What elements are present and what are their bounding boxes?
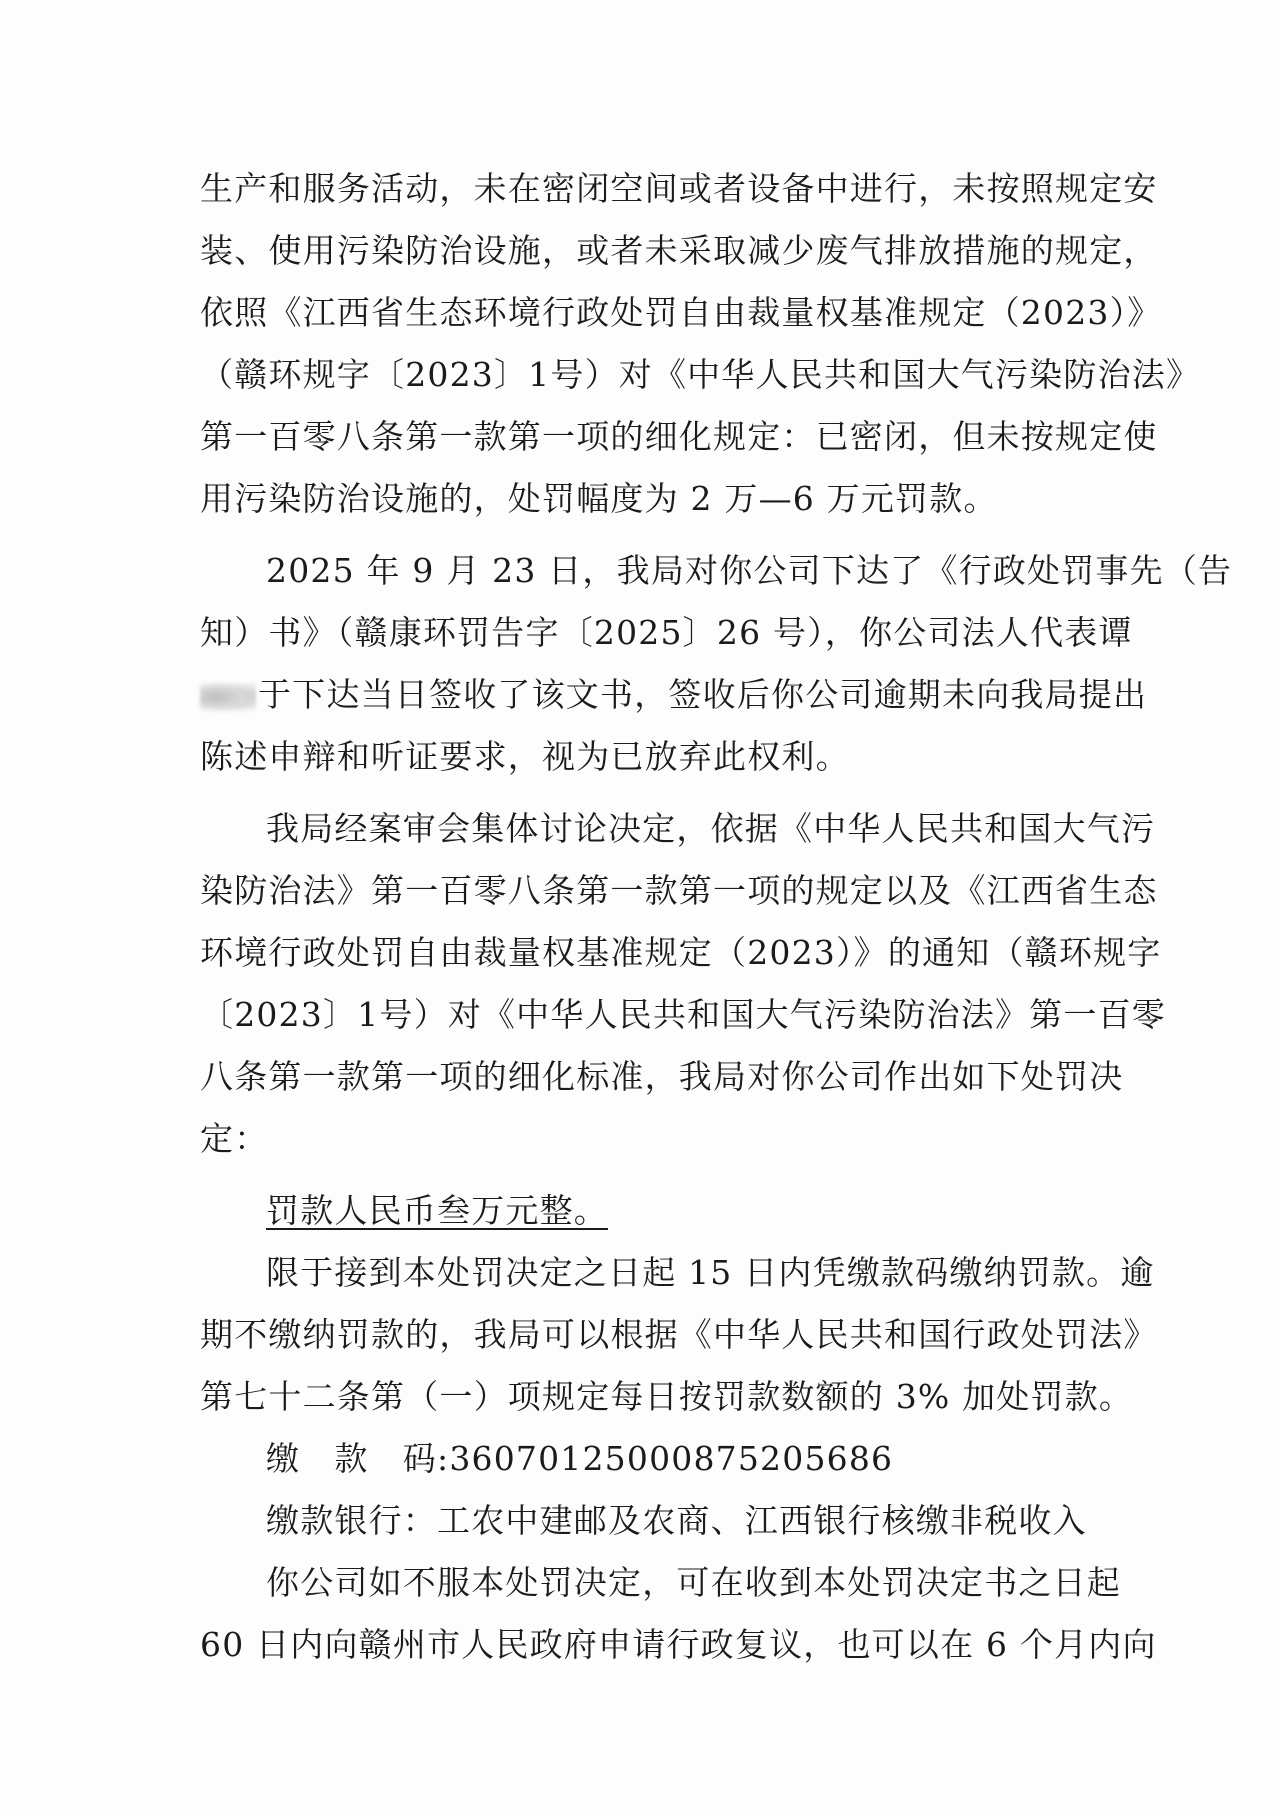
redacted-name [200,682,256,712]
text-line: 用污染防治设施的，处罚幅度为 2 万—6 万元罚款。 [200,479,998,518]
text-line: 定： [200,1119,269,1158]
text-line: 2025 年 9 月 23 日，我局对你公司下达了《行政处罚事先（告 [266,551,1233,590]
paragraph-gap [200,530,1100,540]
penalty-line [200,1180,1100,1242]
text-line: 八条第一款第一项的细化标准，我局对你公司作出如下处罚决 [200,1057,1124,1096]
text-line: 知）书》（赣康环罚告字〔2025〕26 号），你公司法人代表谭 [200,613,1133,652]
text-line: 生产和服务活动，未在密闭空间或者设备中进行，未按照规定安 [200,169,1158,208]
document-body [200,158,1233,1676]
paragraph-gap [200,788,1100,798]
text-line-with-redaction [200,664,1148,726]
text-line: 我局经案审会集体讨论决定，依据《中华人民共和国大气污 [266,809,1156,848]
text-fragment: 于下达当日签收了该文书，签收后你公司逾期未向我局提出 [258,675,1148,714]
payment-code-line: 缴 款 码:360701250008752056​86 [266,1439,894,1478]
penalty-amount: 罚款人民币叁万元整。 [266,1191,608,1230]
payment-bank-line: 缴款银行：工农中建邮及农商、江西银行核缴非税收入 [266,1501,1087,1540]
text-line: 装、使用污染防治设施，或者未采取减少废气排放措施的规定， [200,231,1158,270]
text-line: 限于接到本处罚决定之日起 15 日内凭缴款码缴纳罚款。逾 [266,1253,1155,1292]
text-line: 期不缴纳罚款的，我局可以根据《中华人民共和国行政处罚法》 [200,1315,1158,1354]
text-line: 第七十二条第（一）项规定每日按罚款数额的 3% 加处罚款。 [200,1377,1134,1416]
text-line: 你公司如不服本处罚决定，可在收到本处罚决定书之日起 [266,1563,1121,1602]
text-line: 环境行政处罚自由裁量权基准规定（2023）》的通知（赣环规字 [200,933,1162,972]
text-line: 依照《江西省生态环境行政处罚自由裁量权基准规定（2023）》 [200,293,1162,332]
text-line: 〔2023〕1号）对《中华人民共和国大气污染防治法》第一百零 [200,995,1166,1034]
paragraph-gap [200,1170,1100,1180]
text-line: 陈述申辩和听证要求，视为已放弃此权利。 [200,737,850,776]
text-line: （赣环规字〔2023〕1号）对《中华人民共和国大气污染防治法》 [200,355,1201,394]
text-line: 60 日内向赣州市人民政府申请行政复议，也可以在 6 个月内向 [200,1625,1157,1664]
text-line: 染防治法》第一百零八条第一款第一项的规定以及《江西省生态 [200,871,1158,910]
text-line: 第一百零八条第一款第一项的细化规定：已密闭，但未按规定使 [200,417,1158,456]
